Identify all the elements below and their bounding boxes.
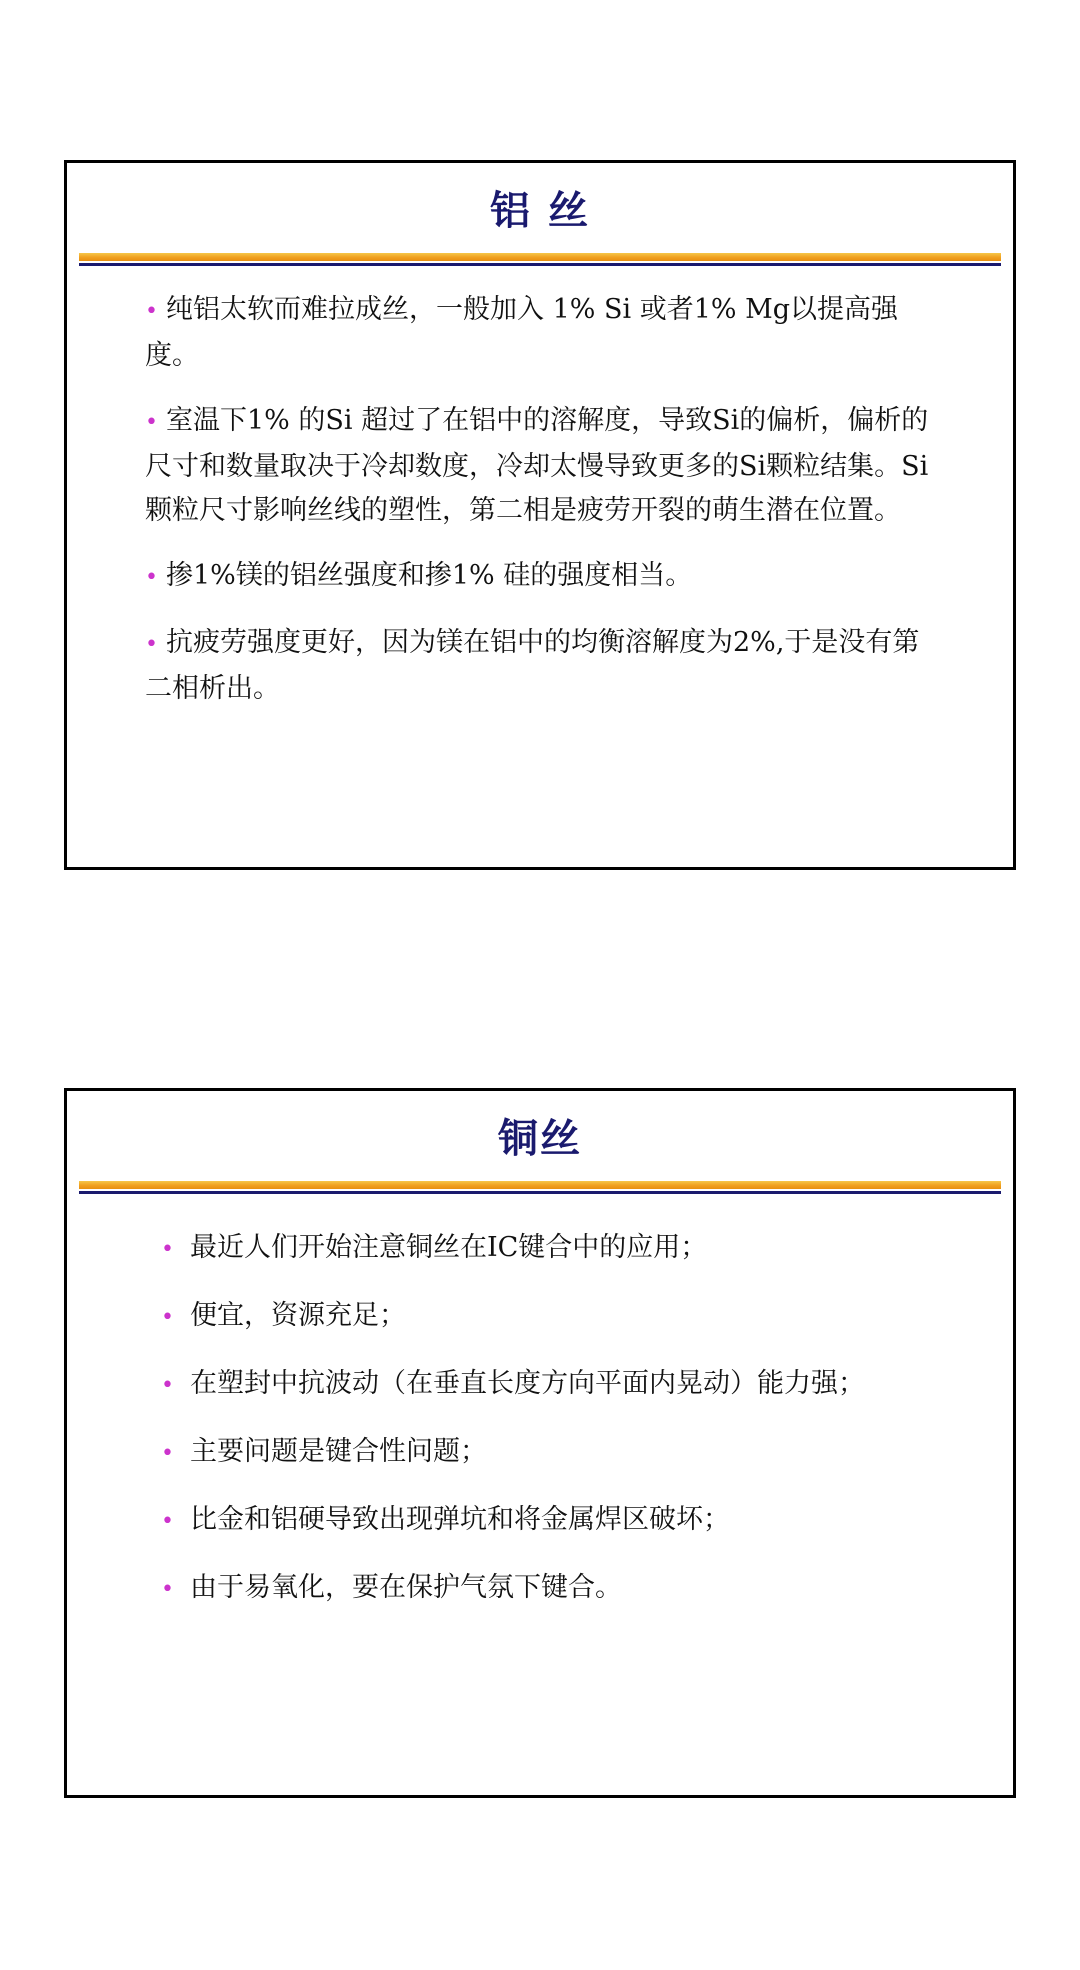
bullet-dot-icon: • bbox=[161, 1373, 174, 1398]
bullet-dot-icon: • bbox=[161, 1305, 174, 1330]
bullet-list bbox=[145, 288, 943, 732]
bullet-text: 比金和铝硬导致出现弹坑和将金属焊区破坏； bbox=[189, 1504, 730, 1535]
bullet-item bbox=[155, 1294, 943, 1340]
title-divider bbox=[79, 253, 1001, 269]
bullet-text: 最近人们开始注意铜丝在IC键合中的应用； bbox=[189, 1232, 708, 1263]
bullet-text: 在塑封中抗波动（在垂直长度方向平面内晃动）能力强； bbox=[189, 1368, 865, 1399]
bullet-item bbox=[155, 1566, 943, 1612]
slide-aluminum-wire bbox=[64, 160, 1016, 870]
bullet-item bbox=[145, 399, 943, 533]
bullet-text: 便宜，资源充足； bbox=[189, 1300, 406, 1331]
title-divider bbox=[79, 1181, 1001, 1197]
slide-title: 铜丝 bbox=[498, 1116, 582, 1162]
bullet-dot-icon: • bbox=[161, 1237, 174, 1262]
bullet-item bbox=[145, 554, 943, 600]
divider-gold-band bbox=[79, 253, 1001, 261]
divider-navy-line bbox=[79, 263, 1001, 266]
bullet-item bbox=[155, 1498, 943, 1544]
bullet-dot-icon: • bbox=[161, 1509, 174, 1534]
bullet-dot-icon: • bbox=[161, 1441, 174, 1466]
bullet-dot-icon: • bbox=[145, 410, 158, 435]
bullet-text: 主要问题是键合性问题； bbox=[189, 1436, 487, 1467]
bullet-item bbox=[155, 1362, 943, 1408]
bullet-text: 由于易氧化，要在保护气氛下键合。 bbox=[189, 1572, 622, 1603]
bullet-dot-icon: • bbox=[145, 299, 158, 324]
bullet-text: 纯铝太软而难拉成丝，一般加入 1% Si 或者1% Mg以提高强度。 bbox=[145, 294, 899, 371]
bullet-item bbox=[155, 1226, 943, 1272]
bullet-text: 室温下1% 的Si 超过了在铝中的溶解度，导致Si的偏析，偏析的尺寸和数量取决于冷却数度，冷却太慢导致更多的Si颗粒结集。Si颗粒尺寸影响丝线的塑性，第二相是疲劳开裂的萌生潜在位置。 bbox=[145, 405, 929, 526]
bullet-item bbox=[155, 1430, 943, 1476]
bullet-dot-icon: • bbox=[145, 632, 158, 657]
bullet-dot-icon: • bbox=[161, 1577, 174, 1602]
bullet-item bbox=[145, 621, 943, 711]
bullet-dot-icon: • bbox=[145, 565, 158, 590]
slide-copper-wire bbox=[64, 1088, 1016, 1798]
bullet-list bbox=[155, 1226, 943, 1634]
bullet-text: 掺1%镁的铝丝强度和掺1% 硅的强度相当。 bbox=[165, 560, 693, 591]
bullet-item bbox=[145, 288, 943, 378]
slide-title: 铝 丝 bbox=[490, 188, 590, 234]
divider-gold-band bbox=[79, 1181, 1001, 1189]
bullet-text: 抗疲劳强度更好，因为镁在铝中的均衡溶解度为2%,于是没有第二相析出。 bbox=[145, 627, 920, 704]
divider-navy-line bbox=[79, 1191, 1001, 1194]
